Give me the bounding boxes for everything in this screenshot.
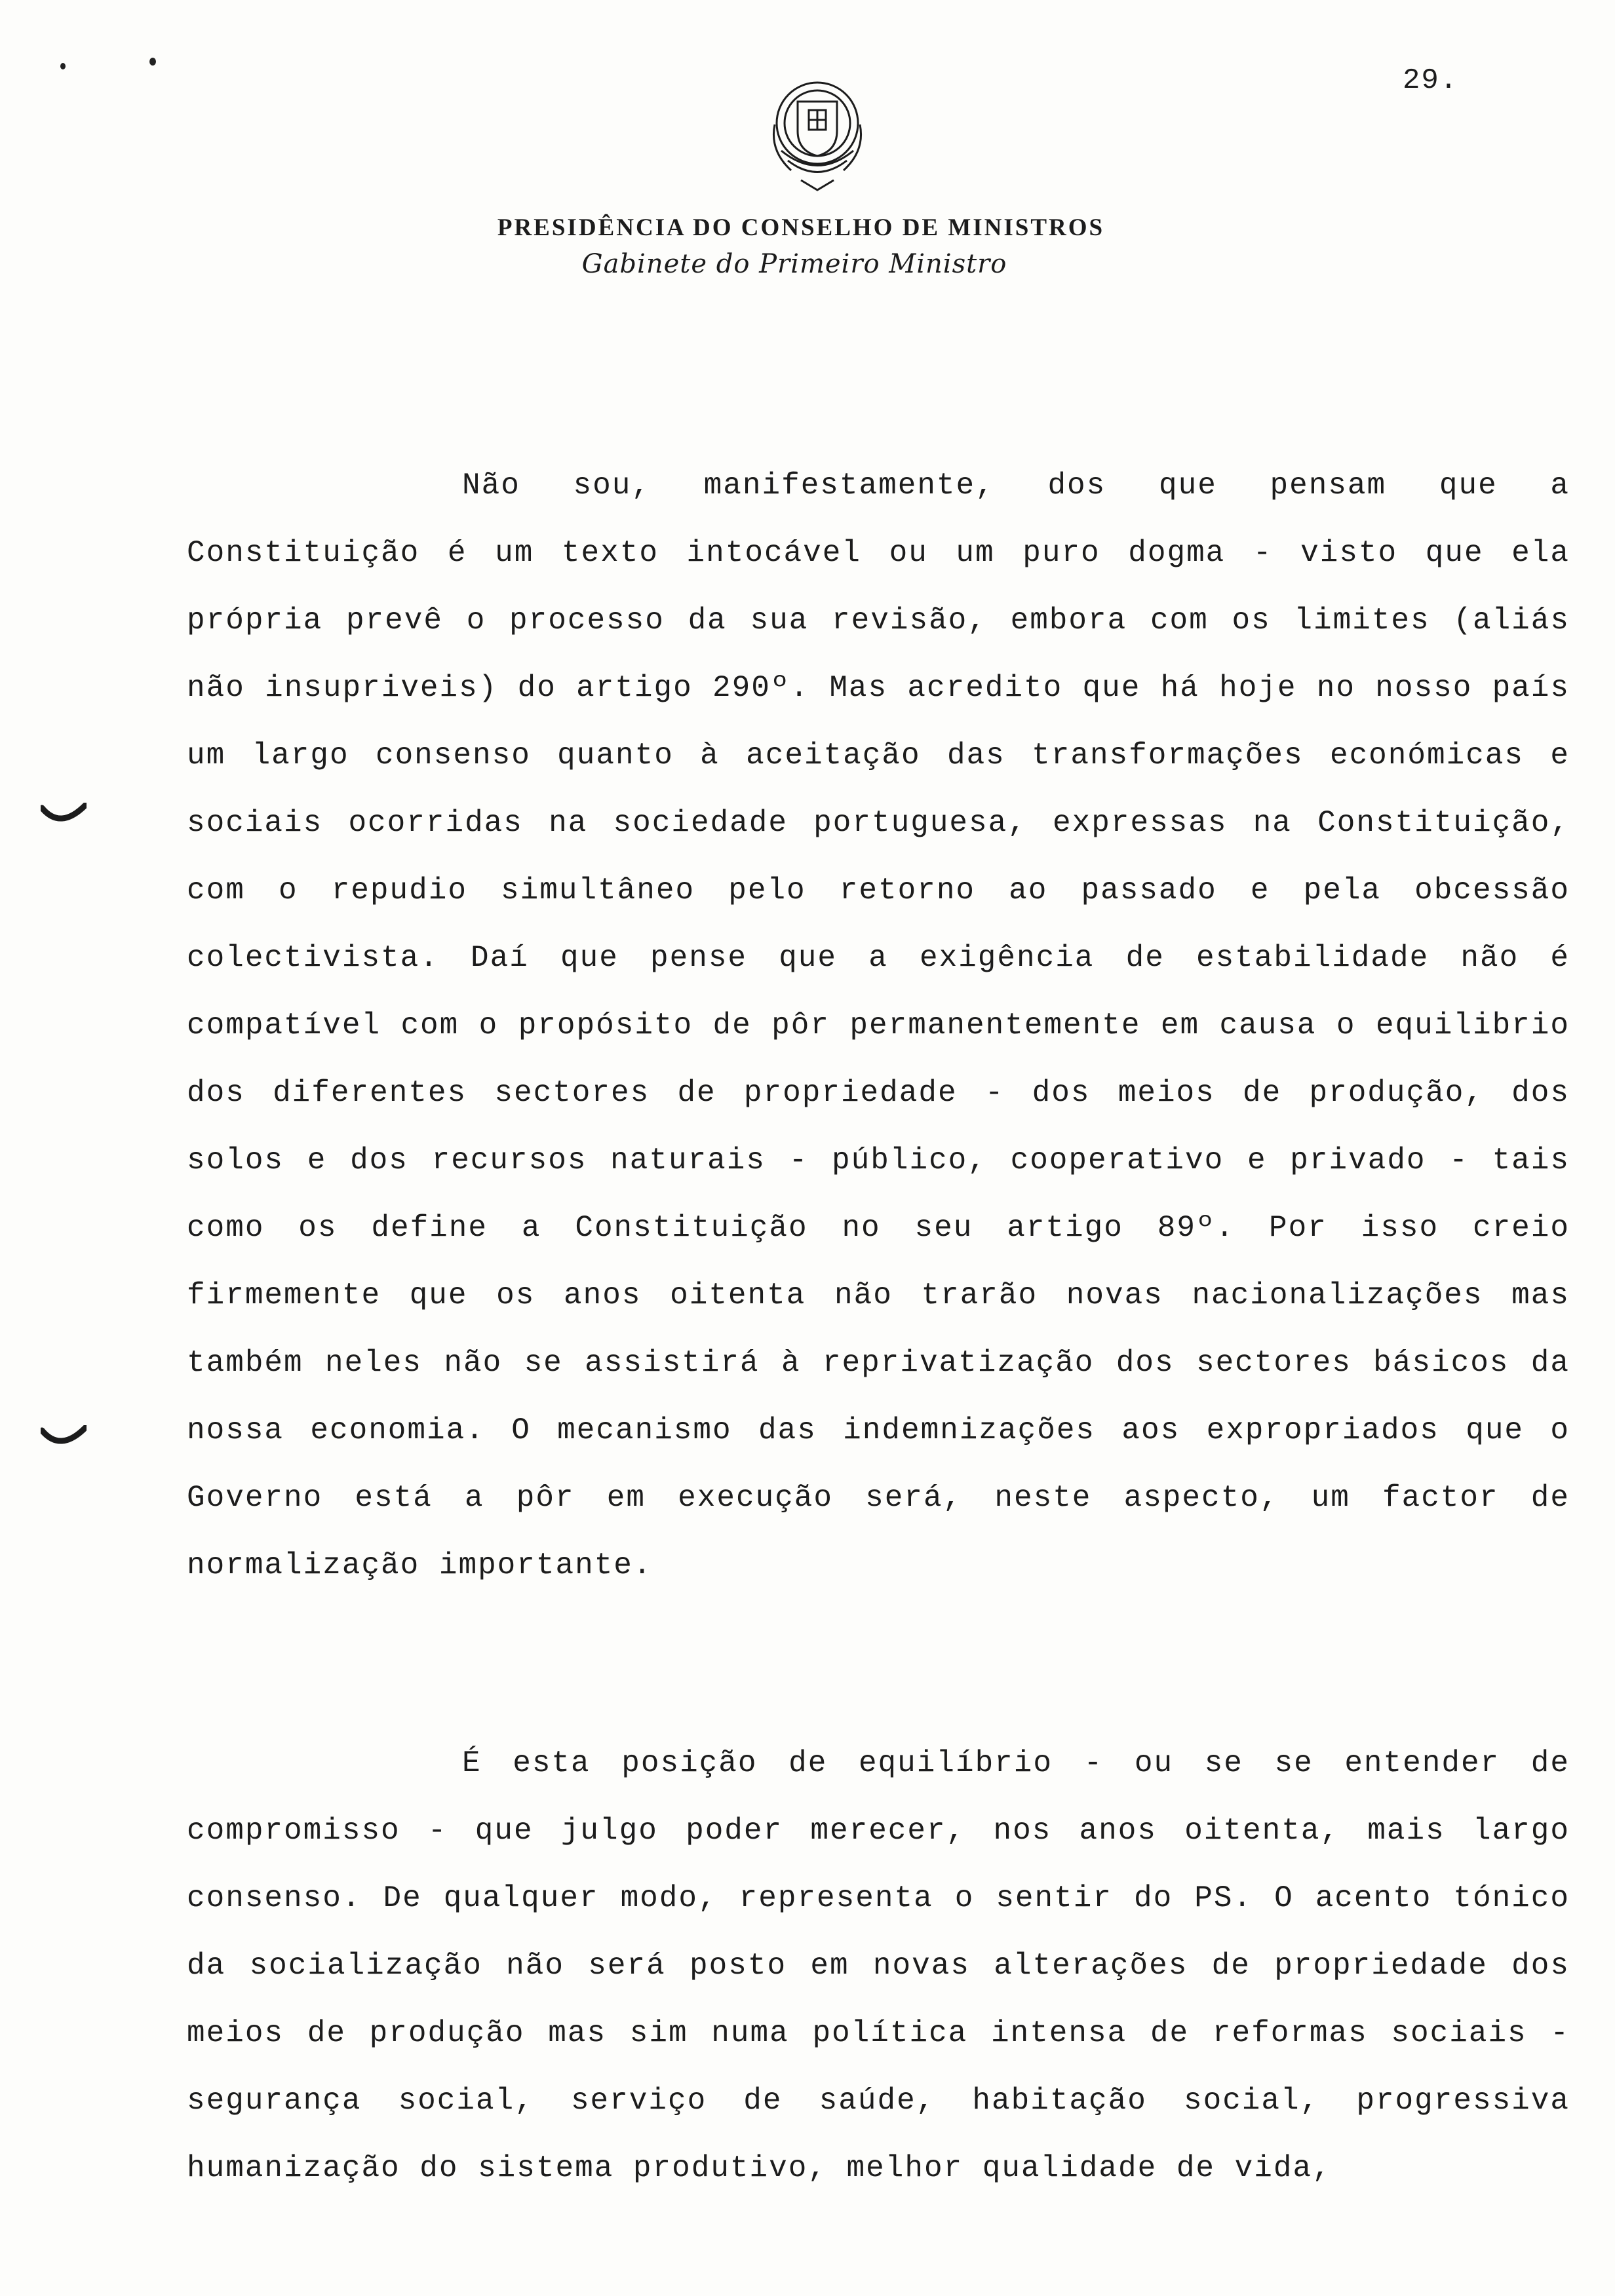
page-speck bbox=[149, 58, 156, 66]
body-paragraph: Não sou, manifestamente, dos que pensam que a Constituição é um texto intocável ou um puro dogma - visto que ela própria prevê o processo da sua revisão, embora com os limites (aliás não insupriveis) do artigo 290º. Mas acredito que há hoje no nosso país um largo consenso quanto à aceitação das transformações económicas e sociais ocorridas na sociedade portuguesa, expressas na Constituição, com o repudio simultâneo pelo retorno ao passado e pela obcessão colectivista. Daí que pense que a exigência de estabilidade não é compatível com o propósito de pôr permanentemente em causa o equilibrio dos diferentes sectores de propriedade - dos meios de produção, dos solos e dos recursos naturais - público, cooperativo e privado - tais como os define a Constituição no seu artigo 89º. Por isso creio firmemente que os anos oitenta não trarão novas nacionalizações mas também neles não se assistirá à reprivatização dos sectores básicos da nossa economia. O mecanismo das indemnizações aos expropriados que o Governo está a pôr em execução será, neste aspecto, um factor de normalização importante. bbox=[187, 469, 1570, 1582]
margin-mark-icon bbox=[41, 1425, 87, 1451]
page-speck bbox=[60, 63, 66, 69]
page-number: 29. bbox=[1403, 64, 1459, 97]
coat-of-arms-icon bbox=[762, 72, 873, 197]
office-subtitle: Gabinete do Primeiro Ministro bbox=[581, 249, 1007, 279]
margin-mark-icon bbox=[41, 803, 87, 829]
body-paragraph: É esta posição de equilíbrio - ou se se entender de compromisso - que julgo poder merecer, nos anos oitenta, mais largo consenso. De qualquer modo, representa o sentir do PS. O acento tónico da socialização não será posto em novas alterações de propriedade dos meios de produção mas sim numa política intensa de reformas sociais - segurança social, serviço de saúde, habitação social, progressiva humanização do sistema produtivo, melhor qualidade de vida, bbox=[187, 1746, 1570, 2185]
office-name: PRESIDÊNCIA DO CONSELHO DE MINISTROS bbox=[497, 214, 1105, 241]
